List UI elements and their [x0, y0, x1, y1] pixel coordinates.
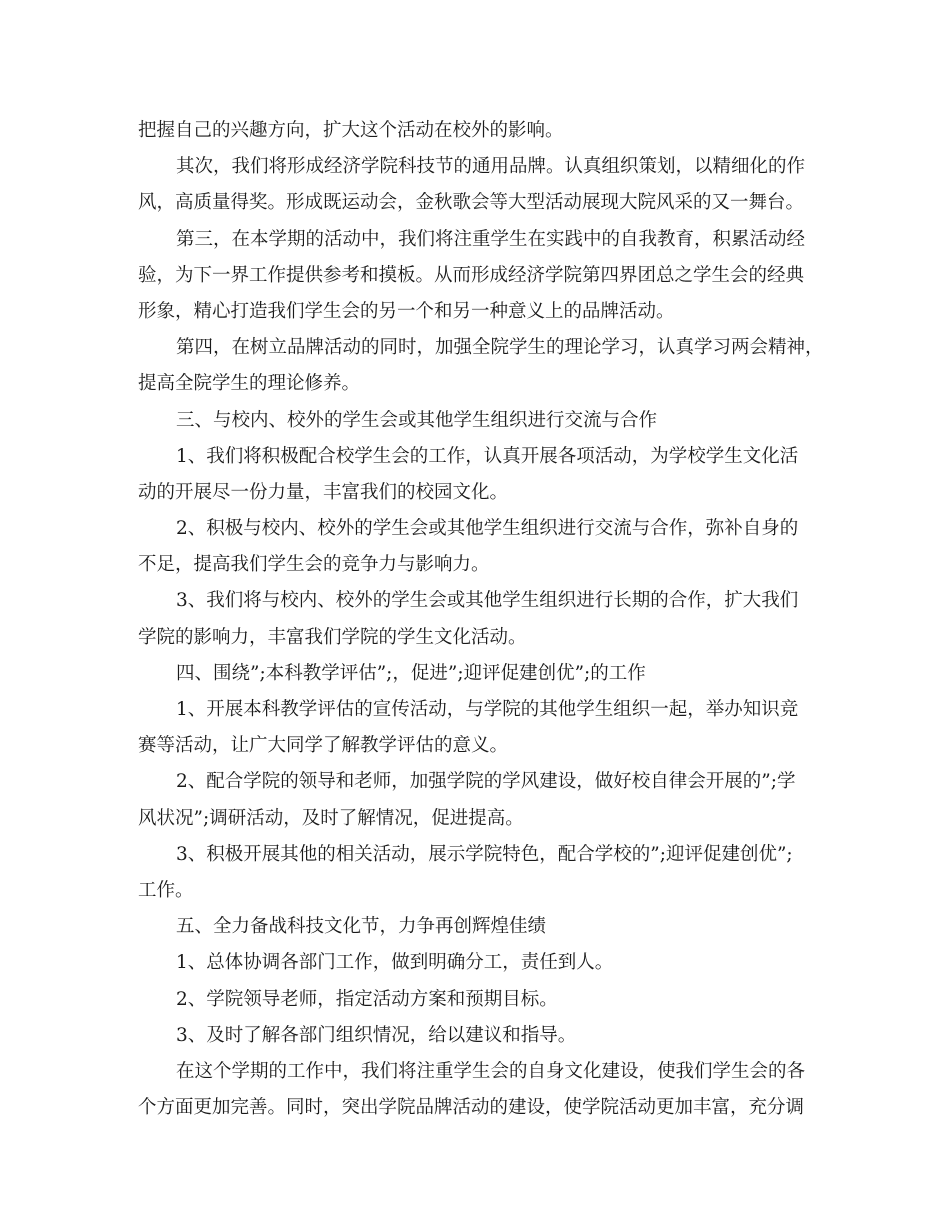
text-line: 2、积极与校内、校外的学生会或其他学生组织进行交流与合作，弥补自身的 [176, 518, 799, 540]
text-line: 动的开展尽一份力量，丰富我们的校园文化。 [138, 481, 509, 503]
text-line: 3、及时了解各部门组织情况，给以建议和指导。 [176, 1024, 577, 1046]
text-line: 风，高质量得奖。形成既运动会，金秋歌会等大型活动展现大院风采的又一舞台。 [138, 192, 805, 214]
text-line: 第三，在本学期的活动中，我们将注重学生在实践中的自我教育，积累活动经 [176, 228, 806, 250]
text-line: 2、配合学院的领导和老师，加强学院的学风建设，做好校自律会开展的”;学 [176, 771, 796, 793]
text-line: 四、围绕”;本科教学评估”;，促进”;迎评促建创优”;的工作 [176, 662, 646, 684]
text-line: 3、我们将与校内、校外的学生会或其他学生组织进行长期的合作，扩大我们 [176, 590, 799, 612]
document-body [138, 113, 828, 1126]
text-line: 赛等活动，让广大同学了解教学评估的意义。 [138, 735, 509, 757]
text-line: 个方面更加完善。同时，突出学院品牌活动的建设，使学院活动更加丰富，充分调 [138, 1097, 805, 1119]
text-line: 不足，提高我们学生会的竞争力与影响力。 [138, 554, 490, 576]
text-line: 1、开展本科教学评估的宣传活动，与学院的其他学生组织一起，举办知识竞 [176, 699, 799, 720]
text-line: 其次，我们将形成经济学院科技节的通用品牌。认真组织策划，以精细化的作 [176, 156, 806, 178]
text-line: 1、总体协调各部门工作，做到明确分工，责任到人。 [176, 952, 614, 974]
text-line: 把握自己的兴趣方向，扩大这个活动在校外的影响。 [138, 120, 564, 141]
text-line: 风状况”;调研活动，及时了解情况，促进提高。 [138, 807, 524, 829]
text-line: 提高全院学生的理论修养。 [138, 373, 361, 395]
text-line: 第四，在树立品牌活动的同时，加强全院学生的理论学习，认真学习两会精神， [176, 337, 824, 359]
text-line: 工作。 [138, 879, 194, 901]
text-line: 2、学院领导老师，指定活动方案和预期目标。 [176, 988, 558, 1010]
text-line: 五、全力备战科技文化节，力争再创辉煌佳绩 [176, 916, 547, 938]
text-line: 3、积极开展其他的相关活动，展示学院特色，配合学校的”;迎评促建创优”; [176, 843, 793, 865]
text-line: 在这个学期的工作中，我们将注重学生会的自身文化建设，使我们学生会的各 [176, 1060, 806, 1082]
text-line: 1、我们将积极配合校学生会的工作，认真开展各项活动，为学校学生文化活 [176, 445, 799, 467]
text-line: 学院的影响力，丰富我们学院的学生文化活动。 [138, 626, 527, 648]
text-line: 三、与校内、校外的学生会或其他学生组织进行交流与合作 [176, 409, 658, 431]
text-line: 形象，精心打造我们学生会的另一个和另一种意义上的品牌活动。 [138, 300, 675, 322]
text-line: 验，为下一界工作提供参考和摸板。从而形成经济学院第四界团总之学生会的经典 [138, 264, 805, 286]
